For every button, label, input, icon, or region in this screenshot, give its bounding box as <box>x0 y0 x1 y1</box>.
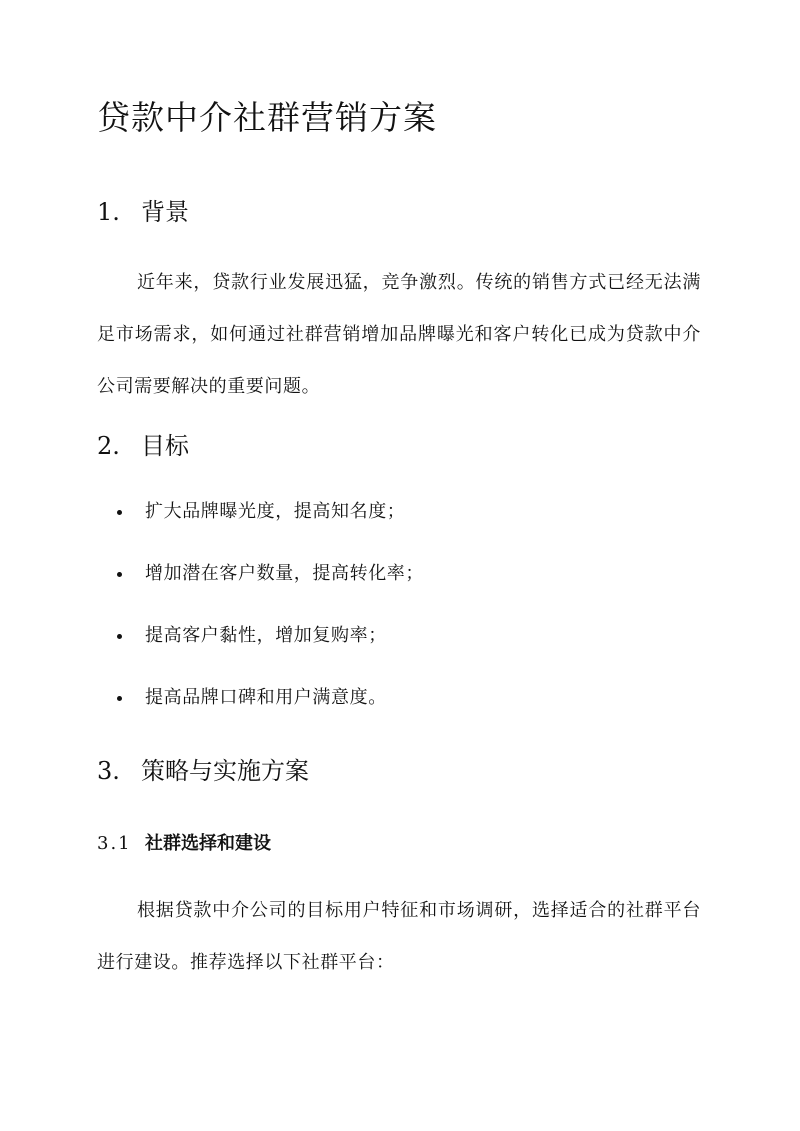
subsection-title: 社群选择和建设 <box>145 833 271 854</box>
list-item-text: 提高品牌口碑和用户满意度。 <box>145 687 387 708</box>
section-title: 目标 <box>141 432 189 460</box>
list-item-text: 增加潜在客户数量，提高转化率； <box>145 563 424 584</box>
section-title: 背景 <box>141 198 189 226</box>
list-item <box>115 561 424 623</box>
section-title: 策略与实施方案 <box>141 757 309 785</box>
section-heading-strategy <box>97 755 309 787</box>
community-paragraph: 根据贷款中介公司的目标用户特征和市场调研，选择适合的社群平台进行建设。推荐选择以下社群平台： <box>97 900 701 973</box>
goals-list <box>115 499 424 747</box>
section-number: 1. <box>97 198 120 226</box>
list-item-text: 扩大品牌曝光度，提高知名度； <box>145 501 406 522</box>
list-item <box>115 499 424 561</box>
list-item <box>115 685 424 747</box>
bullet-icon <box>117 572 122 577</box>
section-number: 3. <box>97 757 120 785</box>
section-heading-background <box>97 196 189 228</box>
bullet-icon <box>117 510 122 515</box>
list-item-text: 提高客户黏性，增加复购率； <box>145 625 387 646</box>
document-title: 贷款中介社群营销方案 <box>97 98 437 137</box>
bullet-icon <box>117 696 122 701</box>
section-number: 2. <box>97 432 120 460</box>
background-paragraph: 近年来，贷款行业发展迅猛，竞争激烈。传统的销售方式已经无法满足市场需求，如何通过社群营销增加品牌曝光和客户转化已成为贷款中介公司需要解决的重要问题。 <box>97 272 701 397</box>
subsection-heading-community <box>97 831 271 857</box>
section-heading-goals <box>97 430 189 462</box>
subsection-number: 3.1 <box>97 833 132 854</box>
bullet-icon <box>117 634 122 639</box>
list-item <box>115 623 424 685</box>
